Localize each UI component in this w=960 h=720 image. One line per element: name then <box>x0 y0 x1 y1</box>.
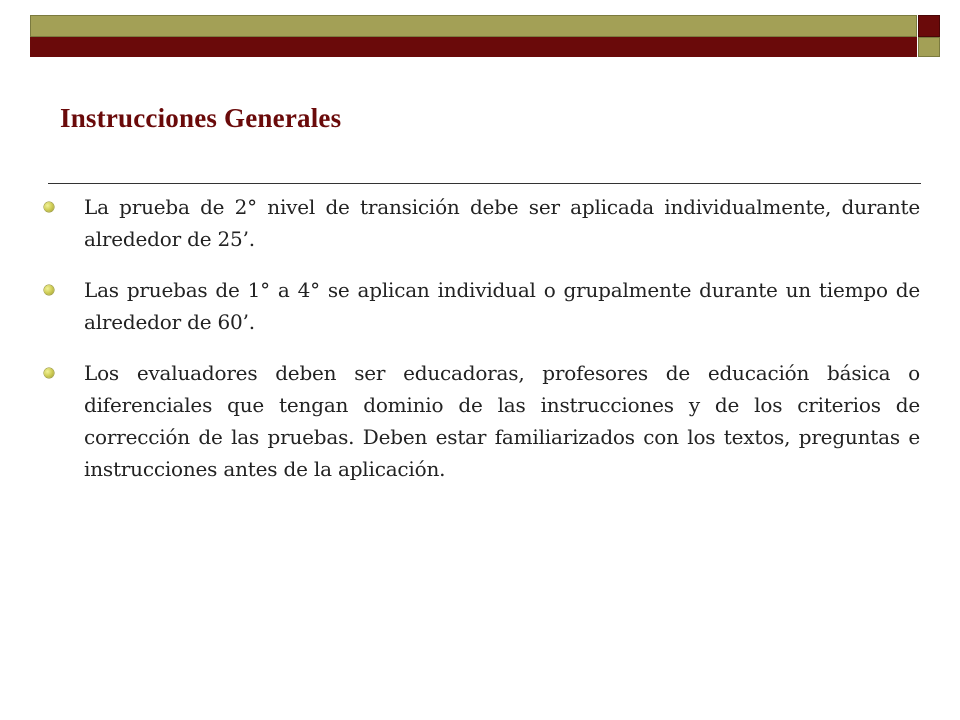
top-decorative-band <box>0 0 960 70</box>
bullet-item-duration-transicion <box>40 191 920 255</box>
maroon-corner-square <box>918 15 940 37</box>
bullet-dot-icon <box>44 202 54 212</box>
olive-corner-square <box>918 37 940 57</box>
bullet-text: Los evaluadores deben ser educadoras, profesores de educación básica o diferenciales que tengan dominio de las instrucciones y de los criterios de corrección de las pruebas. Deben estar familiarizados con los textos, preguntas e instrucciones antes de la aplicación. <box>84 361 920 481</box>
bullet-item-duration-basica <box>40 274 920 338</box>
title-divider-line <box>48 183 921 184</box>
olive-stripe <box>30 15 917 37</box>
bullet-item-evaluadores <box>40 357 920 485</box>
bullet-text: Las pruebas de 1° a 4° se aplican individual o grupalmente durante un tiempo de alrededor de 60’. <box>84 278 920 334</box>
bullet-text: La prueba de 2° nivel de transición debe ser aplicada individualmente, durante alrededor de 25’. <box>84 195 920 251</box>
slide-title: Instrucciones Generales <box>60 103 342 133</box>
maroon-stripe <box>30 37 917 57</box>
bullet-list <box>40 191 920 504</box>
bullet-dot-icon <box>44 285 54 295</box>
bullet-dot-icon <box>44 368 54 378</box>
